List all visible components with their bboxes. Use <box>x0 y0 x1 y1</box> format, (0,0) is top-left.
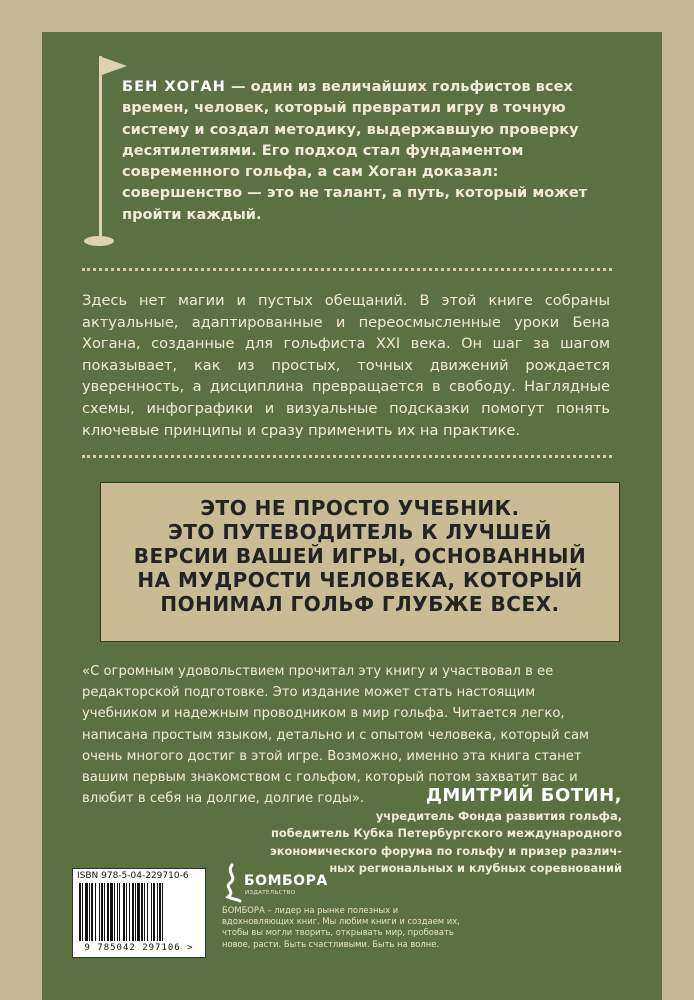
barcode-bar <box>89 883 90 941</box>
barcode <box>72 868 206 958</box>
barcode-bar <box>137 883 140 941</box>
barcode-number: 9 785042 297106 > <box>84 943 194 953</box>
barcode-bar <box>129 883 130 941</box>
barcode-bar <box>159 883 161 941</box>
banner-line: ВЕРСИИ ВАШЕЙ ИГРЫ, ОСНОВАННЫЙ <box>133 544 587 568</box>
dotted-divider <box>82 455 612 458</box>
barcode-bar <box>144 883 145 941</box>
highlight-banner <box>100 482 620 642</box>
quote-author-name: ДМИТРИЙ БОТИН, <box>425 785 622 806</box>
barcode-bar <box>141 883 143 941</box>
barcode-bar <box>107 883 109 941</box>
barcode-bar <box>101 883 103 941</box>
barcode-bar <box>104 883 105 941</box>
bombora-wave-icon <box>222 863 242 903</box>
barcode-bar <box>110 883 113 941</box>
author-title-line: ных региональных и клубных соревнований <box>329 861 622 876</box>
barcode-bar <box>157 883 158 941</box>
publisher-logo <box>222 863 362 903</box>
intro-paragraph <box>122 76 622 225</box>
publisher-logo-sub: ИЗДАТЕЛЬСТВО <box>245 890 296 896</box>
barcode-bar <box>91 883 93 941</box>
barcode-bar <box>114 883 115 941</box>
golf-flag-pole <box>99 56 102 246</box>
banner-line: ЭТО ПУТЕВОДИТЕЛЬ К ЛУЧШЕЙ <box>168 520 552 544</box>
barcode-bar <box>126 883 127 941</box>
publisher-description: БОМБОРА – лидер на рынке полезных и вдохновляющих книг. Мы любим книги и создаем их, чтобы вы могли творить, открывать мир, пробовать новое, расти. Быть счастливыми. Быть на волне. <box>222 905 460 949</box>
barcode-bar <box>132 883 134 941</box>
barcode-bar <box>119 883 120 941</box>
intro-text: — один из величайших гольфистов всех времен, человек, который превратил игру в точную систему и создал методику, выдержавшую проверку десятилетиями. Его подход стал фундаментом современного гольфа, а сам Хоган доказал: совершенство — это не талант, а путь, который может пройти каждый. <box>122 78 588 223</box>
author-title-line: победитель Кубка Петербургского международного <box>271 826 622 841</box>
banner-line: ЭТО НЕ ПРОСТО УЧЕБНИК. <box>200 496 520 520</box>
barcode-bar <box>82 883 83 941</box>
golf-flag-icon <box>99 56 127 76</box>
isbn-text: ISBN 978-5-04-229710-6 <box>77 871 189 881</box>
barcode-bar <box>162 883 163 941</box>
barcode-bar <box>117 883 118 941</box>
intro-name: БЕН ХОГАН <box>122 78 226 95</box>
author-title-line: учредитель Фонда развития гольфа, <box>375 809 622 823</box>
barcode-bars <box>77 883 201 941</box>
author-title-line: экономического форума по гольфу и призер различ- <box>270 843 622 858</box>
barcode-bar <box>123 883 125 941</box>
golf-hole-icon <box>84 236 114 246</box>
dotted-divider <box>82 268 612 271</box>
barcode-bar <box>95 883 96 941</box>
barcode-bar <box>99 883 100 941</box>
barcode-bar <box>151 883 152 941</box>
banner-line: ПОНИМАЛ ГОЛЬФ ГЛУБЖЕ ВСЕХ. <box>160 592 560 616</box>
banner-text <box>100 496 620 616</box>
testimonial-quote: «С огромным удовольствием прочитал эту книгу и участвовал в ее редакторской подготовке. Это издание может стать настоящим учебником и надежным проводником в мир гольфа. Читается легко, написана простым языком, детально и с опытом человека, который сам очень многого достиг в этой игре. Возможно, именно эта книга станет вашим первым знакомством с гольфом, который потом захватит вас и влюбит в себя на долгие, долгие годы». <box>82 664 589 807</box>
body-paragraph: Здесь нет магии и пустых обещаний. В этой книге собраны актуальные, адаптированные и переосмысленные уроки Бена Хогана, созданные для гольфиста XXI века. Он шаг за шагом показывает, как из простых, точных движений рождается уверенность, а дисциплина превращается в свободу. Наглядные схемы, инфографики и визуальные подсказки помогут понять ключевые принципы и сразу применить их на практике. <box>82 292 610 439</box>
publisher-logo-name: БОМБОРА <box>244 873 328 889</box>
banner-line: НА МУДРОСТИ ЧЕЛОВЕКА, КОТОРЫЙ <box>137 568 583 592</box>
barcode-bar <box>135 883 136 941</box>
barcode-bar <box>153 883 155 941</box>
barcode-bar <box>147 883 148 941</box>
barcode-bar <box>79 883 81 941</box>
barcode-bar <box>85 883 88 941</box>
